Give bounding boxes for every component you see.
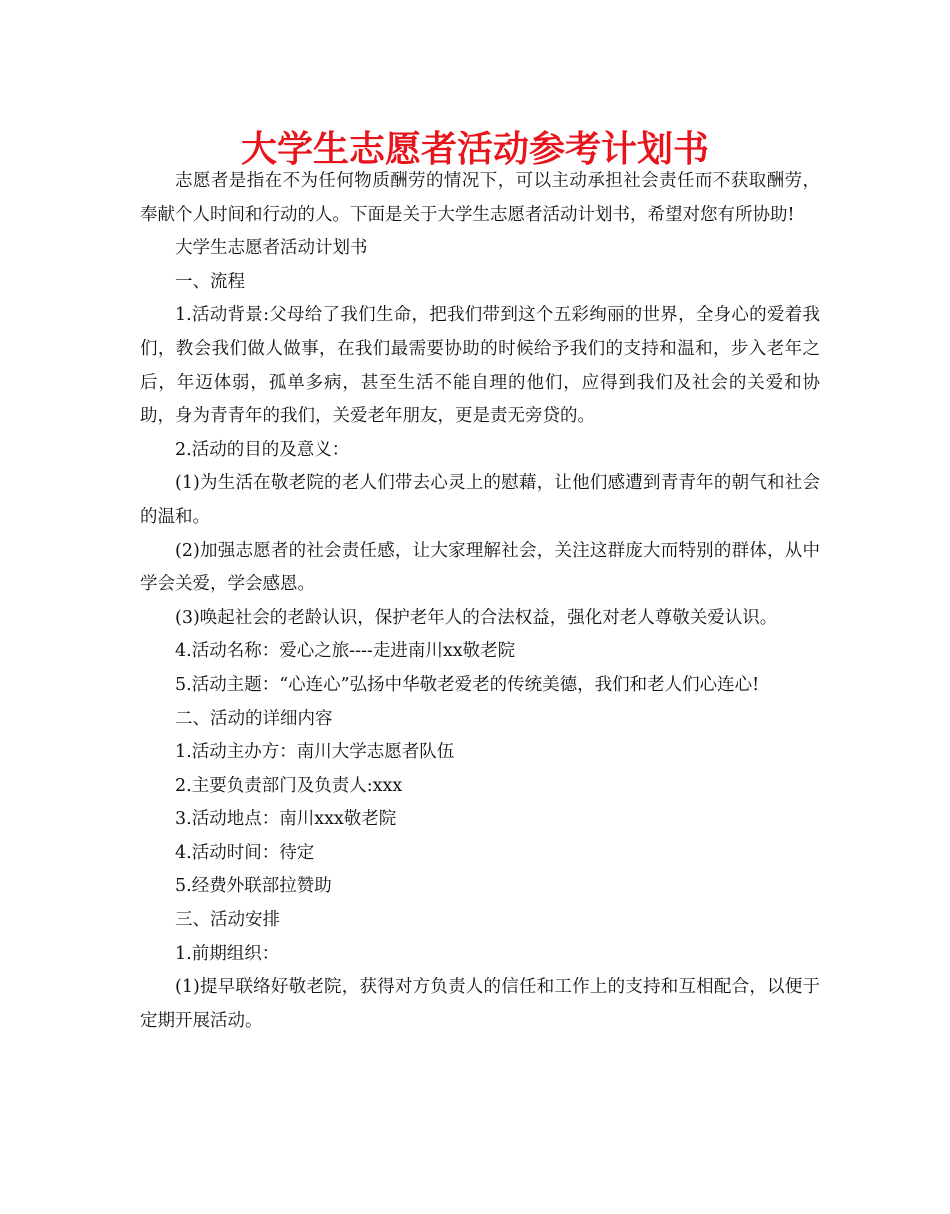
- paragraph-department: 2.主要负责部门及负责人:xxx: [175, 775, 403, 796]
- section-heading-arrangement: 三、活动安排: [175, 910, 280, 931]
- paragraph-purpose-heading: 2.活动的目的及意义：: [175, 439, 350, 460]
- paragraph-intro: 志愿者是指在不为任何物质酬劳的情况下，可以主动承担社会责任而不获取酬劳，奉献个人时间和行动的人。下面是关于大学生志愿者活动计划书，希望对您有所协助!: [140, 171, 820, 225]
- document-title: 大学生志愿者活动参考计划书: [240, 129, 709, 170]
- paragraph-location: 3.活动地点：南川xxx敬老院: [175, 809, 397, 830]
- paragraph-preparation-1: (1)提早联络好敬老院，获得对方负责人的信任和工作上的支持和互相配合，以便于定期开展活动。: [140, 977, 820, 1031]
- paragraph-activity-theme: 5.活动主题：“心连心”弘扬中华敬老爱老的传统美德，我们和老人们心连心!: [175, 674, 760, 695]
- paragraph-subtitle: 大学生志愿者活动计划书: [175, 238, 368, 259]
- paragraph-activity-name: 4.活动名称：爱心之旅----走进南川xx敬老院: [175, 641, 516, 662]
- paragraph-time: 4.活动时间：待定: [175, 842, 315, 863]
- paragraph-funding: 5.经费外联部拉赞助: [175, 876, 332, 897]
- paragraph-purpose-1: (1)为生活在敬老院的老人们带去心灵上的慰藉，让他们感遭到青青年的朝气和社会的温和。: [140, 473, 820, 527]
- section-heading-details: 二、活动的详细内容: [175, 708, 333, 729]
- paragraph-background: 1.活动背景:父母给了我们生命，把我们带到这个五彩绚丽的世界，全身心的爱着我们，教会我们做人做事，在我们最需要协助的时候给予我们的支持和温和，步入老年之后，年迈体弱，孤单多病，甚至生活不能自理的他们，应得到我们及社会的关爱和协助，身为青青年的我们，关爱老年朋友，更是责无旁贷的。: [140, 305, 820, 427]
- paragraph-purpose-2: (2)加强志愿者的社会责任感，让大家理解社会，关注这群庞大而特别的群体，从中学会关爱，学会感恩。: [140, 540, 820, 595]
- paragraph-organizer: 1.活动主办方：南川大学志愿者队伍: [175, 742, 455, 763]
- paragraph-purpose-3: (3)唤起社会的老龄认识，保护老年人的合法权益，强化对老人尊敬关爱认识。: [175, 607, 778, 628]
- section-heading-process: 一、流程: [175, 271, 245, 292]
- document-body: [140, 165, 820, 1038]
- paragraph-preparation-heading: 1.前期组织：: [175, 943, 280, 964]
